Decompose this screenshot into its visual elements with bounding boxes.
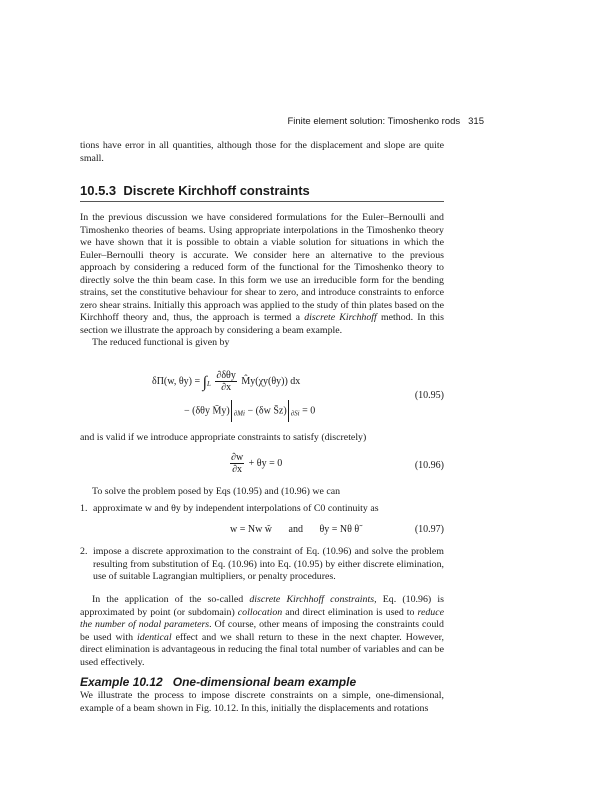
paragraph-2: The reduced functional is given by (92, 337, 230, 348)
carryover-paragraph: tions have error in all quantities, although those for the displacement and slope are quite small. (80, 140, 444, 164)
paragraph-3: and is valid if we introduce appropriate constraints to satisfy (discretely) (80, 432, 367, 443)
list-item-1: 1. approximate w and θy by independent interpolations of C0 continuity as (80, 502, 379, 514)
section-heading (80, 183, 310, 198)
section-number: 10.5.3 (80, 183, 117, 198)
equation-10-96: $\frac{\partial w}{\partial x}$ + θy = 0 (10.96) (231, 452, 444, 475)
example-title: One-dimensional beam example (172, 675, 357, 689)
page-number: 315 (468, 116, 484, 127)
equation-number: (10.95) (414, 390, 444, 401)
paragraph-5: In the application of the so-called discrete Kirchhoff constraints, Eq. (10.96) is approximated by point (or subdomain) collocation and direct elimination is used to reduce the number of nodal parameters. Of course, other means of imposing the constraints could be used with identical effect and we shall return to these in the next chapter. However, direct elimination is advantageous in reducing the final total number of variables and can be used effectively. (80, 594, 444, 668)
paragraph-6: We illustrate the process to impose discrete constraints on a simple, one-dimensional, example of a beam shown in Fig. 10.12. In this, initially the displacements and rotations (80, 690, 444, 714)
equation-10-97: w = Nw w̃ and θy = Nθ θ̃ (10.97) (230, 524, 444, 535)
equation-10-95: δΠ(w, $\theta y) = \int_L$ $\frac{\text{∂δθy}}{\partial x}$ M̂y(χy(θy)) dx − (δθy M̄y) $_{\partial Mi}$ − (δw S̄z) $_{\partial Si}$ = 0 (10.95) (80, 370, 444, 426)
paragraph-4: To solve the problem posed by Eqs (10.95) and (10.96) we can 1. approximate w and θy by independent interpolations of C0 continuity as (80, 486, 444, 515)
list-item-2: 2. impose a discrete approximation to the constraint of Eq. (10.96) and solve the problem resulting from substitution of Eq. (10.96) into Eq. (10.95) by either discrete elimination, use of suitable Lagrangian multipliers, or penalty procedures. (80, 546, 444, 582)
running-header (80, 116, 484, 127)
section-rule (80, 201, 444, 202)
running-header-title: Finite element solution: Timoshenko rods (287, 116, 461, 127)
paragraph-1: In the previous discussion we have considered formulations for the Euler–Bernoulli and Timoshenko theories of beams. Using appropriate interpolations in the Timoshenko theory we have shown that it is possible to obtain a viable solution for situations in which the Euler–Bernoulli theory is accurate. We consider here an alternative to the previous approach by considering a reduced form of the functional for the Timoshenko theory to directly solve the thin beam case. In this form we use an irreducible form for the bending strains, set the constitutive behaviour for shear to zero, and introduce constraints to enforce zero shear strains. Initially this approach was applied to the study of thin plates based on the Kirchhoff theory and, thus, the approach is termed a discrete Kirchhoff method. In this section we illustrate the approach by considering a beam example. The reduced functional is given by (80, 212, 444, 348)
equation-number: (10.97) (414, 524, 444, 535)
section-title: Discrete Kirchhoff constraints (123, 183, 310, 198)
example-heading (80, 675, 356, 689)
equation-number: (10.96) (414, 460, 444, 471)
example-label: Example 10.12 (80, 675, 163, 689)
